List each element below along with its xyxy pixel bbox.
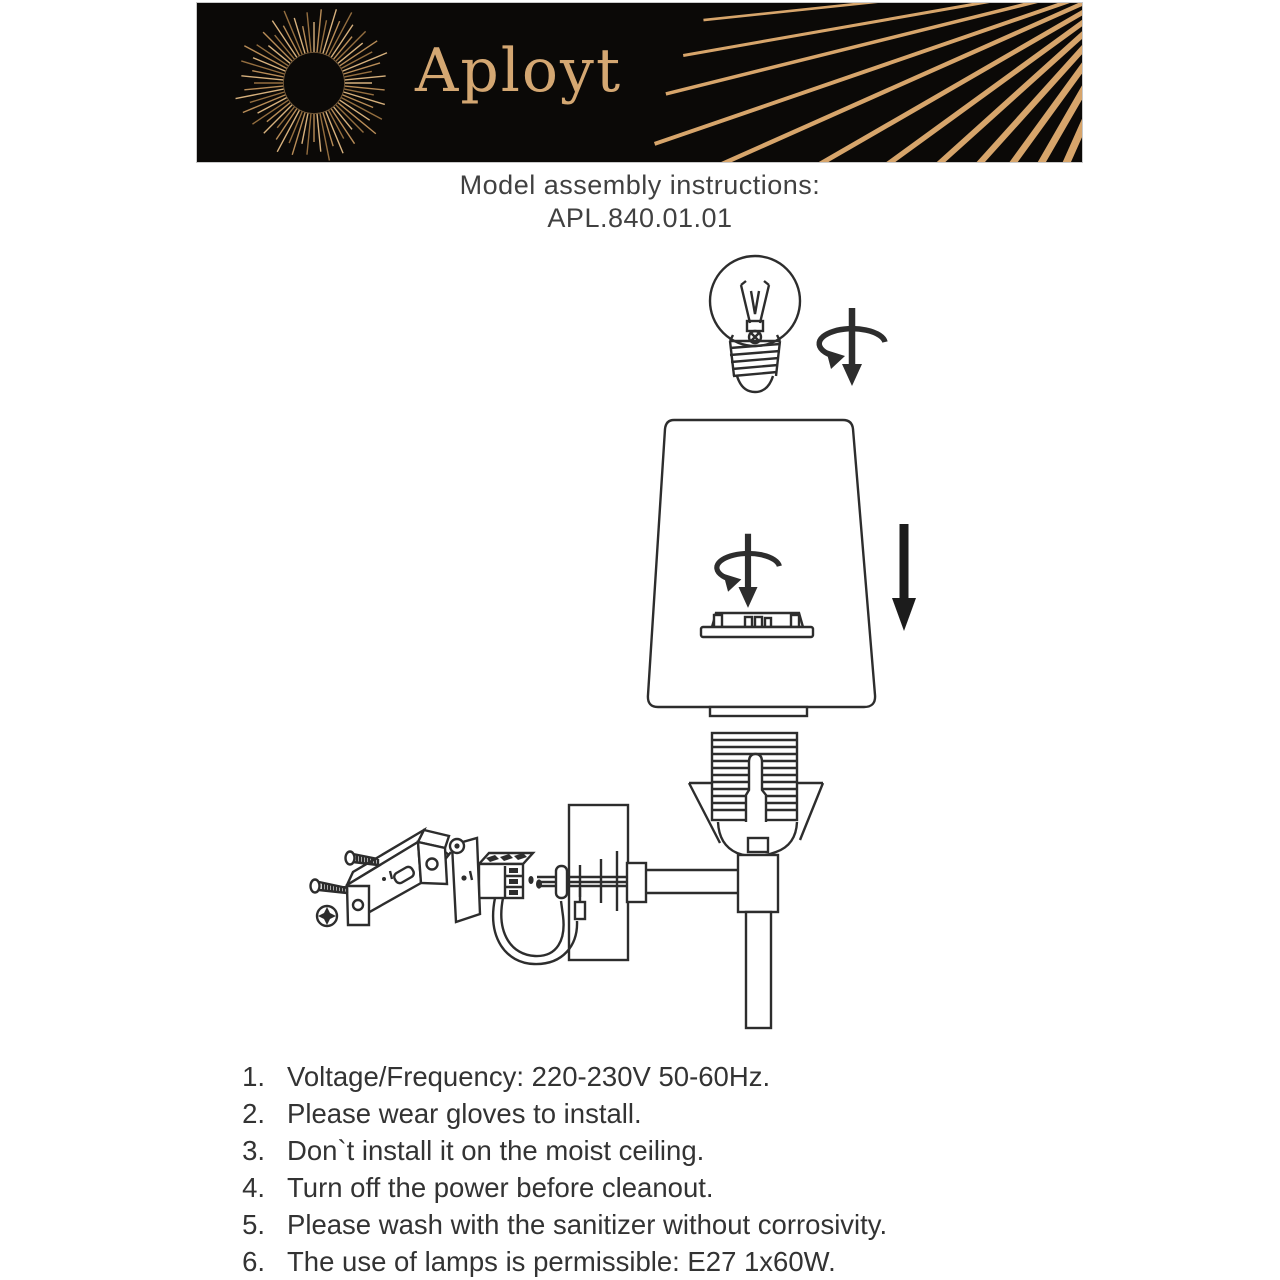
instruction-number: 4. [242,1172,265,1203]
instruction-text: Please wash with the sanitizer without corrosivity. [287,1209,888,1240]
shade-ring [710,707,807,716]
model-number: APL.840.01.01 [547,203,733,233]
terminal-block [479,853,533,898]
mounting-screw-2 [311,880,348,894]
lamp-socket [712,733,797,856]
instruction-text: Please wear gloves to install. [287,1098,642,1129]
wall-bracket [347,830,449,925]
rotate-arrow-icon-bulb [819,308,885,386]
instruction-number: 5. [242,1209,265,1240]
instruction-item [237,1169,1057,1206]
lampshade [648,420,875,707]
phillips-screw-icon [317,906,337,926]
brand-name: Aployt [415,36,623,106]
page-title: Model assembly instructions: [459,170,821,200]
instruction-text: Voltage/Frequency: 220-230V 50-60Hz. [287,1061,771,1092]
instruction-text: The use of lamps is permissible: E27 1x60W. [287,1246,836,1277]
instruction-item [237,1132,1057,1169]
instruction-number: 1. [242,1061,265,1092]
instruction-item [237,1095,1057,1132]
instruction-item [237,1243,1057,1280]
instruction-text: Don`t install it on the moist ceiling. [287,1135,705,1166]
mounting-screw-1 [346,852,379,866]
wires [493,888,585,964]
arm-flange [627,863,646,902]
arrow-down-icon [892,524,916,631]
instructions-list [237,1058,1057,1280]
lamp-body [738,855,778,1028]
wall-arm [646,870,738,893]
light-bulb-icon [710,256,800,392]
strain-relief [556,866,567,898]
instruction-item [237,1206,1057,1243]
instruction-item [237,1058,1057,1095]
instruction-text: Turn off the power before cleanout. [287,1172,714,1203]
instruction-number: 6. [242,1246,265,1277]
instruction-number: 2. [242,1098,265,1129]
shade-fitting-plate [701,613,813,637]
instruction-number: 3. [242,1135,265,1166]
